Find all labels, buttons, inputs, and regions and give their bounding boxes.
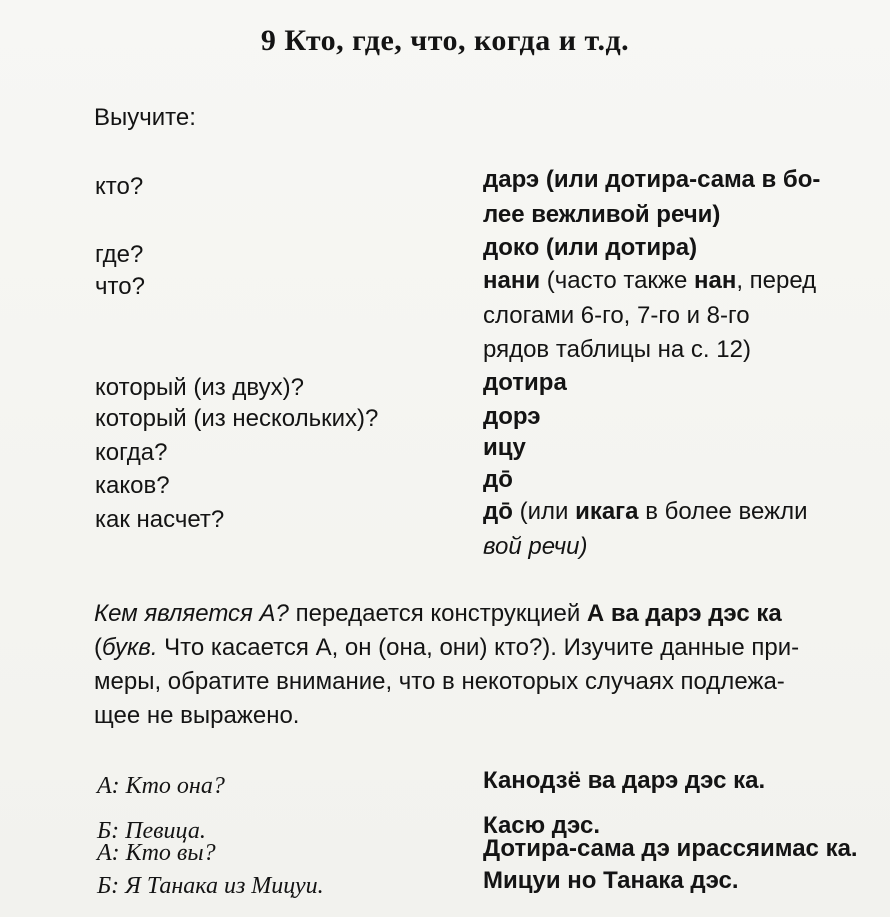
explanation-paragraph	[94, 597, 854, 733]
vocab-question-gde: где?	[95, 241, 144, 268]
section-title: 9 Кто, где, что, когда и т.д.	[260, 24, 630, 57]
vocab-answer-kto-line1: дарэ (или дотира-сама в бо-	[483, 166, 821, 193]
vocab-answer-kotoryi-dvuh: дотира	[483, 369, 567, 396]
vocab-answer-kak-naschet-ikaga: икага	[575, 498, 639, 525]
vocab-answer-chto-text1: (часто также	[540, 267, 694, 294]
vocab-question-kogda: когда?	[95, 439, 168, 466]
paragraph-text-2: Что касается А, он (она, они) кто?). Изучите данные при-	[157, 634, 800, 661]
vocab-answer-chto-nani: нани	[483, 267, 541, 294]
vocab-answer-gde: доко (или дотира)	[483, 234, 698, 261]
learn-heading: Выучите:	[94, 104, 196, 131]
vocab-answer-chto-line1	[483, 266, 816, 296]
vocab-answer-kak-naschet-line1	[483, 497, 808, 527]
paragraph-line-2	[94, 631, 854, 665]
vocab-answer-kak-naschet-line2: вой речи)	[483, 533, 588, 560]
vocab-answer-kotoryi-neskolkih: дорэ	[483, 403, 541, 430]
vocab-answer-kak-naschet-text2: в более вежли	[638, 498, 808, 525]
vocab-answer-chto-line3: рядов таблицы на с. 12)	[483, 336, 751, 363]
paragraph-construction: А ва дарэ дэс ка	[586, 600, 782, 627]
paragraph-line-4: щее не выражено.	[94, 702, 300, 729]
paragraph-line-3: меры, обратите внимание, что в некоторых случаях подлежа-	[94, 668, 785, 695]
vocab-question-kotoryi-dvuh: который (из двух)?	[95, 374, 304, 401]
paragraph-bukv: букв.	[102, 634, 158, 661]
vocab-answer-kogda: ицу	[483, 434, 526, 461]
example-ru-2: Б: Певица.	[97, 818, 206, 844]
example-jp-2: Касю дэс.	[483, 812, 600, 839]
vocab-answer-kak-naschet-text1: (или	[512, 498, 576, 525]
example-ru-4: Б: Я Танака из Мицуи.	[97, 873, 324, 899]
vocab-answer-kak-naschet-do: дō	[483, 498, 513, 525]
vocab-answer-chto-text2: , перед	[736, 267, 817, 294]
vocab-answer-chto-nan: нан	[693, 267, 737, 294]
example-jp-1: Канодзё ва дарэ дэс ка.	[483, 767, 766, 794]
example-ru-1: А: Кто она?	[97, 773, 225, 799]
vocab-question-kto: кто?	[95, 173, 144, 200]
paragraph-question-italic: Кем является А?	[94, 600, 289, 627]
paragraph-text-1: передается конструкцией	[288, 600, 587, 627]
vocab-question-chto: что?	[95, 273, 145, 300]
vocab-answer-kakov: дō	[483, 466, 513, 493]
paragraph-open-paren: (	[94, 634, 102, 661]
example-jp-4: Мицуи но Танака дэс.	[483, 867, 739, 894]
example-ru-3: А: Кто вы?	[97, 840, 216, 866]
vocab-question-kotoryi-neskolkih: который (из нескольких)?	[95, 405, 379, 432]
vocab-answer-chto-line2: слогами 6-го, 7-го и 8-го	[483, 302, 750, 329]
vocab-question-kak-naschet: как насчет?	[95, 506, 225, 533]
vocab-answer-kto-line2: лее вежливой речи)	[483, 201, 721, 228]
vocab-question-kakov: каков?	[95, 472, 170, 499]
example-jp-3: Дотира-сама дэ ирассяимас ка.	[483, 835, 858, 862]
paragraph-line-1	[94, 597, 854, 631]
